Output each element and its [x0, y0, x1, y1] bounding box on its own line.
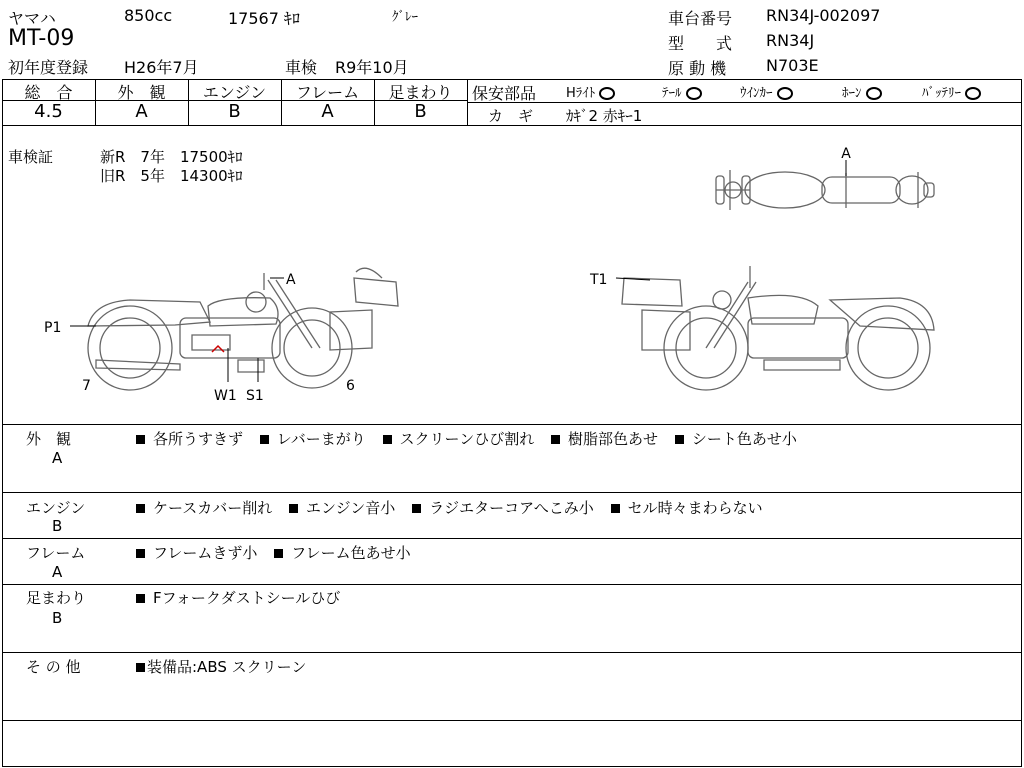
safety-winker: ｳｲﾝｶｰ	[740, 82, 793, 101]
inspection-date: R9年10月	[335, 58, 409, 77]
model-name: MT-09	[8, 26, 75, 51]
mark-6: 6	[346, 378, 355, 394]
certificate-old: 旧R 5年 14300ｷﾛ	[100, 167, 243, 185]
frame-number-label: 車台番号	[668, 9, 733, 28]
score-exterior: A	[135, 101, 148, 122]
note-title-suspension: 足まわり	[26, 589, 87, 607]
note-items-exterior: 各所うすきず レバーまがり スクリーンひび割れ 樹脂部色あせ シート色あせ小	[136, 428, 797, 449]
bullet-square-icon	[136, 504, 145, 513]
safety-horn: ﾎｰﾝ	[842, 82, 882, 101]
ok-circle-icon	[866, 87, 882, 100]
ok-circle-icon	[599, 87, 615, 100]
mark-top-a: A	[841, 146, 851, 162]
mark-7: 7	[82, 378, 91, 394]
mark-left-a: A	[286, 272, 296, 288]
right-side-motorcycle-icon	[622, 266, 934, 390]
ok-circle-icon	[965, 87, 981, 100]
note-title-engine: エンジン	[26, 499, 86, 517]
engine-label: 原 動 機	[668, 59, 727, 78]
note-items-engine: ケースカバー削れ エンジン音小 ラジエターコアへこみ小 セル時々まわらない	[136, 497, 763, 518]
mark-t1: T1	[590, 272, 608, 288]
note-items-frame: フレームきず小 フレーム色あせ小	[136, 542, 411, 563]
bullet-square-icon	[136, 435, 145, 444]
note-grade-suspension: B	[52, 609, 63, 627]
score-header-frame: フレーム	[295, 83, 360, 102]
frame-number: RN34J-002097	[766, 6, 881, 25]
safety-tail: ﾃｰﾙ	[662, 82, 702, 101]
score-overall: 4.5	[34, 101, 63, 122]
damage-mark-icon	[212, 346, 224, 352]
note-title-exterior: 外 観	[26, 430, 72, 448]
key-label: カ ギ	[488, 107, 534, 125]
score-engine: B	[228, 101, 241, 122]
mileage: 17567 ｷﾛ	[228, 9, 300, 28]
color: ｸﾞﾚｰ	[392, 10, 418, 25]
certificate-new: 新R 7年 17500ｷﾛ	[100, 148, 243, 166]
note-title-other: そ の 他	[26, 658, 81, 676]
bullet-square-icon	[274, 549, 283, 558]
first-registration-label: 初年度登録	[8, 58, 89, 77]
ok-circle-icon	[777, 87, 793, 100]
first-registration: H26年7月	[124, 58, 199, 77]
note-grade-engine: B	[52, 517, 63, 535]
note-items-suspension: Fフォークダストシールひび	[136, 587, 340, 608]
safety-divider	[468, 102, 1022, 103]
certificate-label: 車検証	[8, 148, 54, 166]
motorcycle-diagram	[0, 130, 1024, 420]
bullet-square-icon	[136, 663, 145, 672]
bullet-square-icon	[289, 504, 298, 513]
score-header-overall: 総 合	[24, 83, 73, 102]
score-header-suspension: 足まわり	[388, 83, 453, 102]
mark-s1: S1	[246, 388, 264, 404]
left-side-motorcycle-icon	[88, 268, 398, 390]
score-header-engine: エンジン	[202, 83, 267, 102]
top-view-motorcycle-icon	[716, 170, 934, 210]
maker: ヤマハ	[8, 9, 56, 28]
bullet-square-icon	[611, 504, 620, 513]
note-items-other: 装備品:ABS スクリーン	[136, 656, 306, 677]
bullet-square-icon	[412, 504, 421, 513]
key-value: ｶｷﾞ2 赤ｷｰ1	[566, 107, 643, 125]
score-frame: A	[321, 101, 334, 122]
score-header-exterior: 外 観	[117, 83, 166, 102]
engine-value: N703E	[766, 56, 819, 75]
bullet-square-icon	[136, 549, 145, 558]
score-suspension: B	[414, 101, 427, 122]
note-grade-exterior: A	[52, 449, 63, 467]
inspection-label: 車検	[285, 58, 318, 77]
mark-w1: W1	[214, 388, 237, 404]
note-grade-frame: A	[52, 563, 63, 581]
mark-p1: P1	[44, 320, 62, 336]
bullet-square-icon	[136, 594, 145, 603]
bullet-square-icon	[675, 435, 684, 444]
displacement: 850cc	[124, 6, 173, 25]
note-title-frame: フレーム	[26, 544, 86, 562]
safety-label: 保安部品	[472, 84, 537, 103]
bullet-square-icon	[260, 435, 269, 444]
bullet-square-icon	[551, 435, 560, 444]
bullet-square-icon	[383, 435, 392, 444]
ok-circle-icon	[686, 87, 702, 100]
safety-headlight: Hﾗｲﾄ	[566, 82, 615, 101]
type-value: RN34J	[766, 31, 815, 50]
safety-battery: ﾊﾞｯﾃﾘｰ	[922, 82, 981, 101]
type-label: 型 式	[668, 34, 733, 53]
